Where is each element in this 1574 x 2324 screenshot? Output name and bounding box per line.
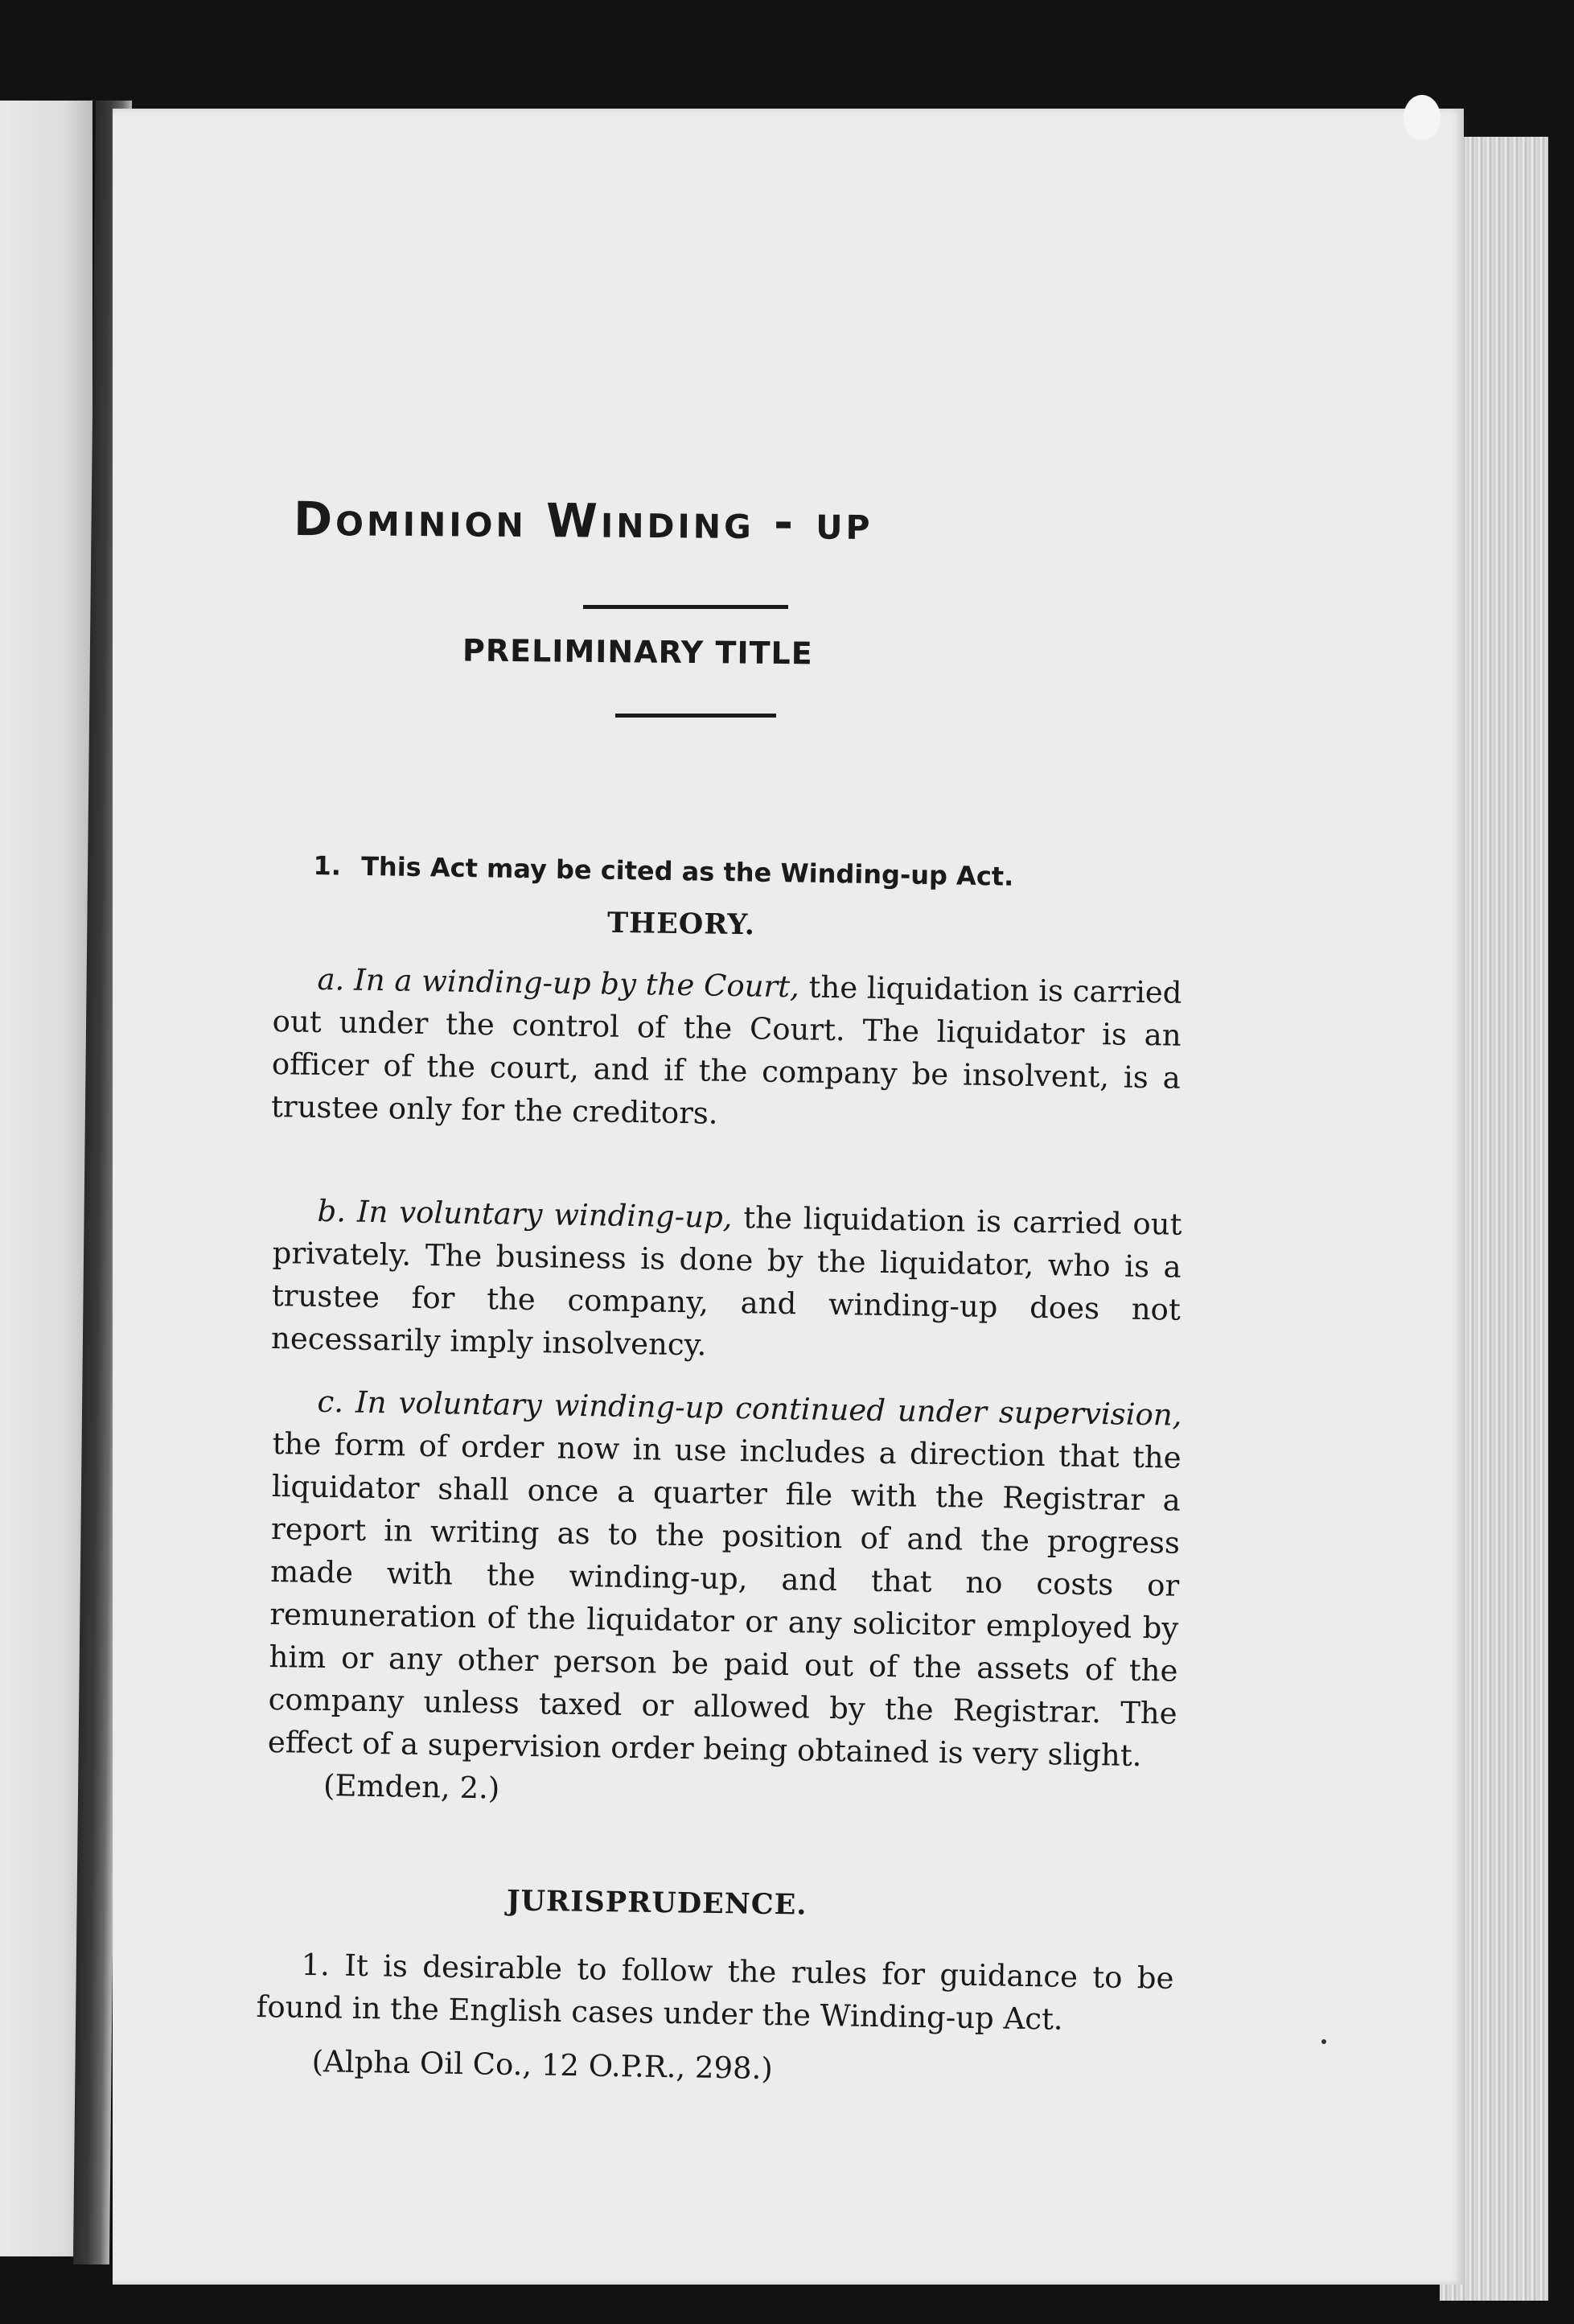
jurisprudence-item-number: 1. [301,1947,331,1983]
theory-paragraph-c [267,1380,1182,1820]
page-content [113,109,1464,2285]
theory-citation: (Emden, 2.) [323,1768,500,1806]
jurisprudence-item-1 [255,1943,1174,2096]
paragraph-c-label: c. [317,1384,344,1420]
paragraph-a-emphasis: In a winding-up by the Court, [353,962,800,1005]
book-page [113,109,1464,2285]
paragraph-c-emphasis: In voluntary winding-up continued under supervision, [355,1384,1182,1433]
paragraph-b-label: b. [317,1193,347,1229]
title-rule-bottom [615,714,776,718]
jurisprudence-citation: (Alpha Oil Co., 12 O.P.R., 298.) [311,2044,774,2087]
jurisprudence-heading: JURISPRUDENCE. [506,1884,808,1922]
paragraph-a-text: the liquidation is carried out under the control of the Court. The liquidator is an officer of the court, and if the company be insolvent, is a trustee only for the creditors. [270,969,1182,1131]
theory-heading: THEORY. [606,906,756,942]
theory-paragraph-a [271,957,1182,1142]
section-1-text: This Act may be cited as the Winding-up Act. [360,850,1014,892]
paragraph-a-label: a. [317,961,345,997]
section-1 [313,845,1198,901]
scan-artifact-hole [1403,95,1440,140]
paragraph-c-text: the form of order now in use includes a direction that the liquidator shall once a quarter file with the Registrar a report in writing as to the position of and the progress made with the winding-up, and that no costs or remuneration of the liquidator or any solicitor employed by him or any other person be paid out of the assets of the company unless taxed or allowed by the Registrar. The effect of a supervision order being obtained is very slight. [267,1425,1182,1774]
title-rule-top [583,605,788,609]
jurisprudence-item-text: It is desirable to follow the rules for guidance to be found in the English cases under the Winding-up Act. [256,1948,1174,2037]
paragraph-b-emphasis: In voluntary winding-up, [356,1194,733,1235]
theory-paragraph-b [271,1189,1182,1374]
section-1-number: 1. [313,849,342,882]
section-subtitle: PRELIMINARY TITLE [462,632,813,672]
page-title: Dominion Winding - up [293,491,873,551]
scan-artifact-dot [1321,2039,1326,2044]
paragraph-b-text: the liquidation is carried out privately. The business is done by the liquidator, who is a trustee for the company, and winding-up does not necessarily imply insolvency. [270,1200,1182,1363]
